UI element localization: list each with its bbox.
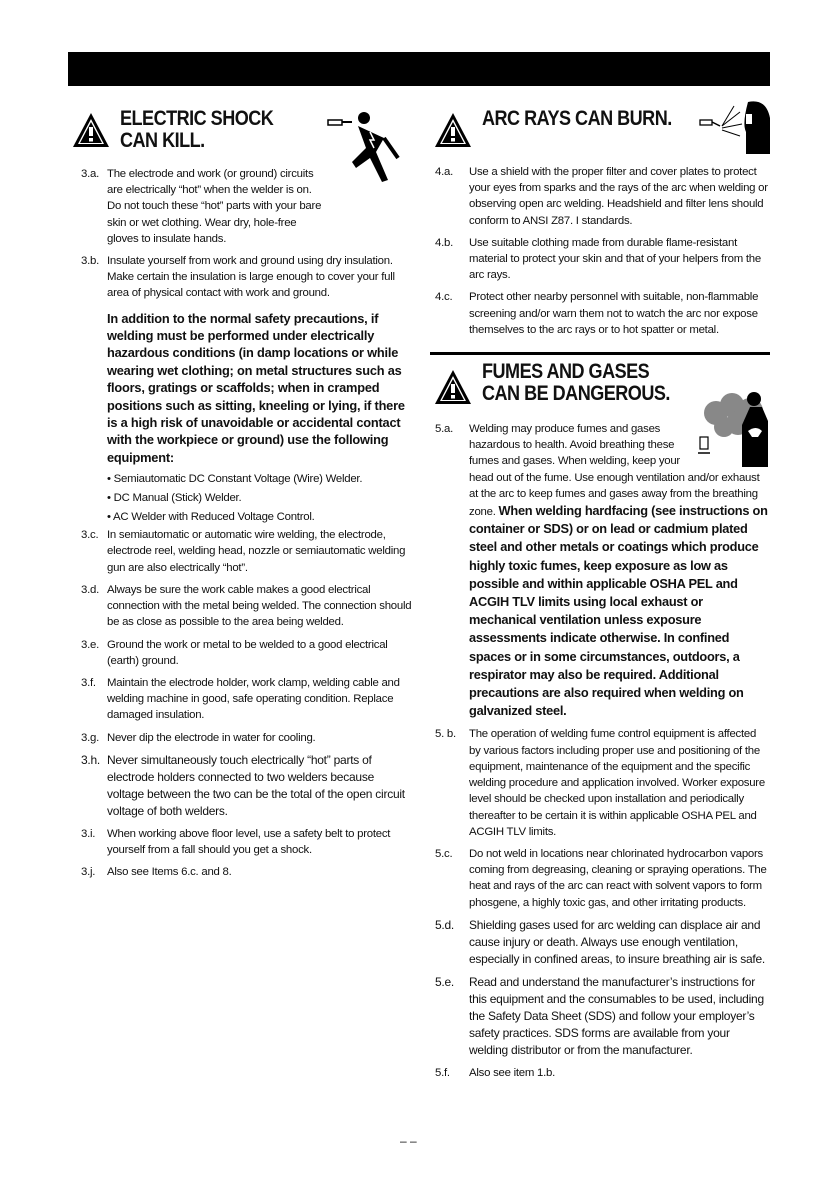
warning-triangle-icon — [434, 369, 472, 405]
list-item: 3.j. Also see Items 6.c. and 8. — [81, 866, 232, 879]
arc-rays-welder-icon — [696, 98, 772, 154]
equipment-bullet: • Semiautomatic DC Constant Voltage (Wire) Welder. — [68, 470, 412, 489]
page-number-marks: – – — [400, 1134, 417, 1148]
warning-triangle-icon — [434, 112, 472, 148]
section-header-bar — [68, 52, 770, 86]
list-item: 5.e. Read and understand the manufacturer’s instructions for this equipment and the consumables to be used, including the Safety Data Sheet (SDS) and follow your employer’s safety practices. SDS forms are available from your welding distributor or from the manufacturer. — [435, 974, 764, 1057]
list-item: 3.f. Maintain the electrode holder, work clamp, welding cable and welding machine in good, safe operating condition. Replace damaged insulation. — [81, 676, 400, 722]
equipment-bullet: • DC Manual (Stick) Welder. — [68, 489, 412, 508]
warning-triangle-icon — [72, 112, 110, 148]
arc-rays-header — [430, 108, 770, 164]
list-item: 3.b. Insulate yourself from work and ground using dry insulation. Make certain the insulation is large enough to cover your full area of physical contact with work and ground. — [81, 255, 395, 300]
arc-rays-title: ARC RAYS CAN BURN. — [482, 107, 672, 130]
fumes-bold-warning: When welding hardfacing (see instructions on container or SDS) or on lead or cadmium plated steel and other metals or coatings which produce highly toxic fumes, keep exposure as low as possible and within applicable OSHA PEL and ACGIH TLV limits using local exhaust or mechanical ventilation unless exposure assessments indicate otherwise. In confined spaces or in some circumstances, outdoors, a respirator may also be required. Additional precautions are also required when welding on galvanized steel. — [469, 503, 768, 719]
list-item: 5. b. The operation of welding fume control equipment is affected by various factors including proper use and positioning of the equipment, maintenance of the equipment and the specific welding procedure and application involved. Worker exposure level should be checked upon installation and periodically thereafter to be certain it is within applicable OSHA PEL and ACGIH TLV limits. — [435, 728, 765, 838]
electric-shock-title: ELECTRIC SHOCK CAN KILL. — [120, 107, 274, 152]
electric-hazard-warning-paragraph: In addition to the normal safety precautions, if welding must be performed under electrically hazardous conditions (in damp locations or while wearing wet clothing; on metal structures such as floors, gratings or scaffolds; when in cramped positions such as sitting, kneeling or lying, if there is a high risk of unavoidable or accidental contact with the workpiece or ground) use the following equipment: — [107, 310, 405, 465]
list-item: 3.i. When working above floor level, use a safety belt to protect yourself from a fall should you get a shock. — [81, 827, 391, 856]
fumes-title: FUMES AND GASES CAN BE DANGEROUS. — [482, 360, 670, 406]
fumes-person-icon — [692, 391, 774, 467]
list-item: 3.c. In semiautomatic or automatic wire welding, the electrode, electrode reel, welding head, nozzle or semiautomatic welding gun are also electrically “hot”. — [81, 529, 406, 574]
equipment-bullet: • AC Welder with Reduced Voltage Control. — [68, 508, 412, 527]
list-item: 3.a. The electrode and work (or ground) circuits are electrically “hot” when the welder is on. Do not touch these “hot” parts with your bare skin or wet clothing. Wear dry, hole-free gloves to insulate hands. — [81, 168, 322, 245]
electric-shock-header — [68, 108, 412, 166]
list-item: 4.c. Protect other nearby personnel with suitable, non-flammable screening and/or warn them not to watch the arc nor expose themselves to the arc rays or to hot spatter or metal. — [435, 291, 759, 336]
list-item: 3.h. Never simultaneously touch electrically “hot” parts of electrode holders connected to two welders because voltage between the two can be the total of the open circuit voltage of both welders. — [81, 752, 405, 818]
list-item: 5.c. Do not weld in locations near chlorinated hydrocarbon vapors coming from degreasing, cleaning or spraying operations. The heat and rays of the arc can react with solvent vapors to form phosgene, a highly toxic gas, and other irritating products. — [435, 847, 767, 909]
section-divider — [430, 352, 770, 355]
list-item: 5.d. Shielding gases used for arc welding can displace air and cause injury or death. Always use enough ventilation, especially in confined areas, to insure breathing air is safe. — [435, 917, 766, 966]
arc-and-fumes-column — [430, 108, 770, 1087]
electric-shock-section — [68, 108, 412, 886]
list-item: 3.g. Never dip the electrode in water for cooling. — [81, 731, 316, 744]
list-item: 4.a. Use a shield with the proper filter and cover plates to protect your eyes from sparks and the rays of the arc when welding or observing open arc welding. Headshield and filter lens should conform to ANSI Z87. I standards. — [435, 166, 768, 227]
list-item: 5.a. Welding may produce fumes and gases hazardous to health. Avoid breathing these fumes and gases. When welding, keep your head out of the fume. Use enough ventilation and/or exhaust at the arc to keep fumes and gases away from the breathing zone. When welding hardfacing (see instructions on container or SDS) or on lead or cadmium plated steel and other metals or coatings which produce highly toxic fumes, keep exposure as low as possible and within applicable OSHA PEL and ACGIH TLV limits using local exhaust or mechanical ventilation unless exposure assessments indicate otherwise. In confined spaces or in some circumstances, outdoors, a respirator may also be required. Additional precautions are also required when welding on galvanized steel. — [430, 421, 770, 720]
list-item: 5.f. Also see item 1.b. — [435, 1066, 556, 1079]
list-item: 3.e. Ground the work or metal to be welded to a good electrical (earth) ground. — [81, 638, 388, 667]
list-item: 4.b. Use suitable clothing made from durable flame-resistant material to protect your skin and that of your helpers from the arc rays. — [435, 236, 761, 282]
list-item: 3.d. Always be sure the work cable makes a good electrical connection with the metal being welded. The connection should be as close as possible to the area being welded. — [81, 583, 412, 629]
